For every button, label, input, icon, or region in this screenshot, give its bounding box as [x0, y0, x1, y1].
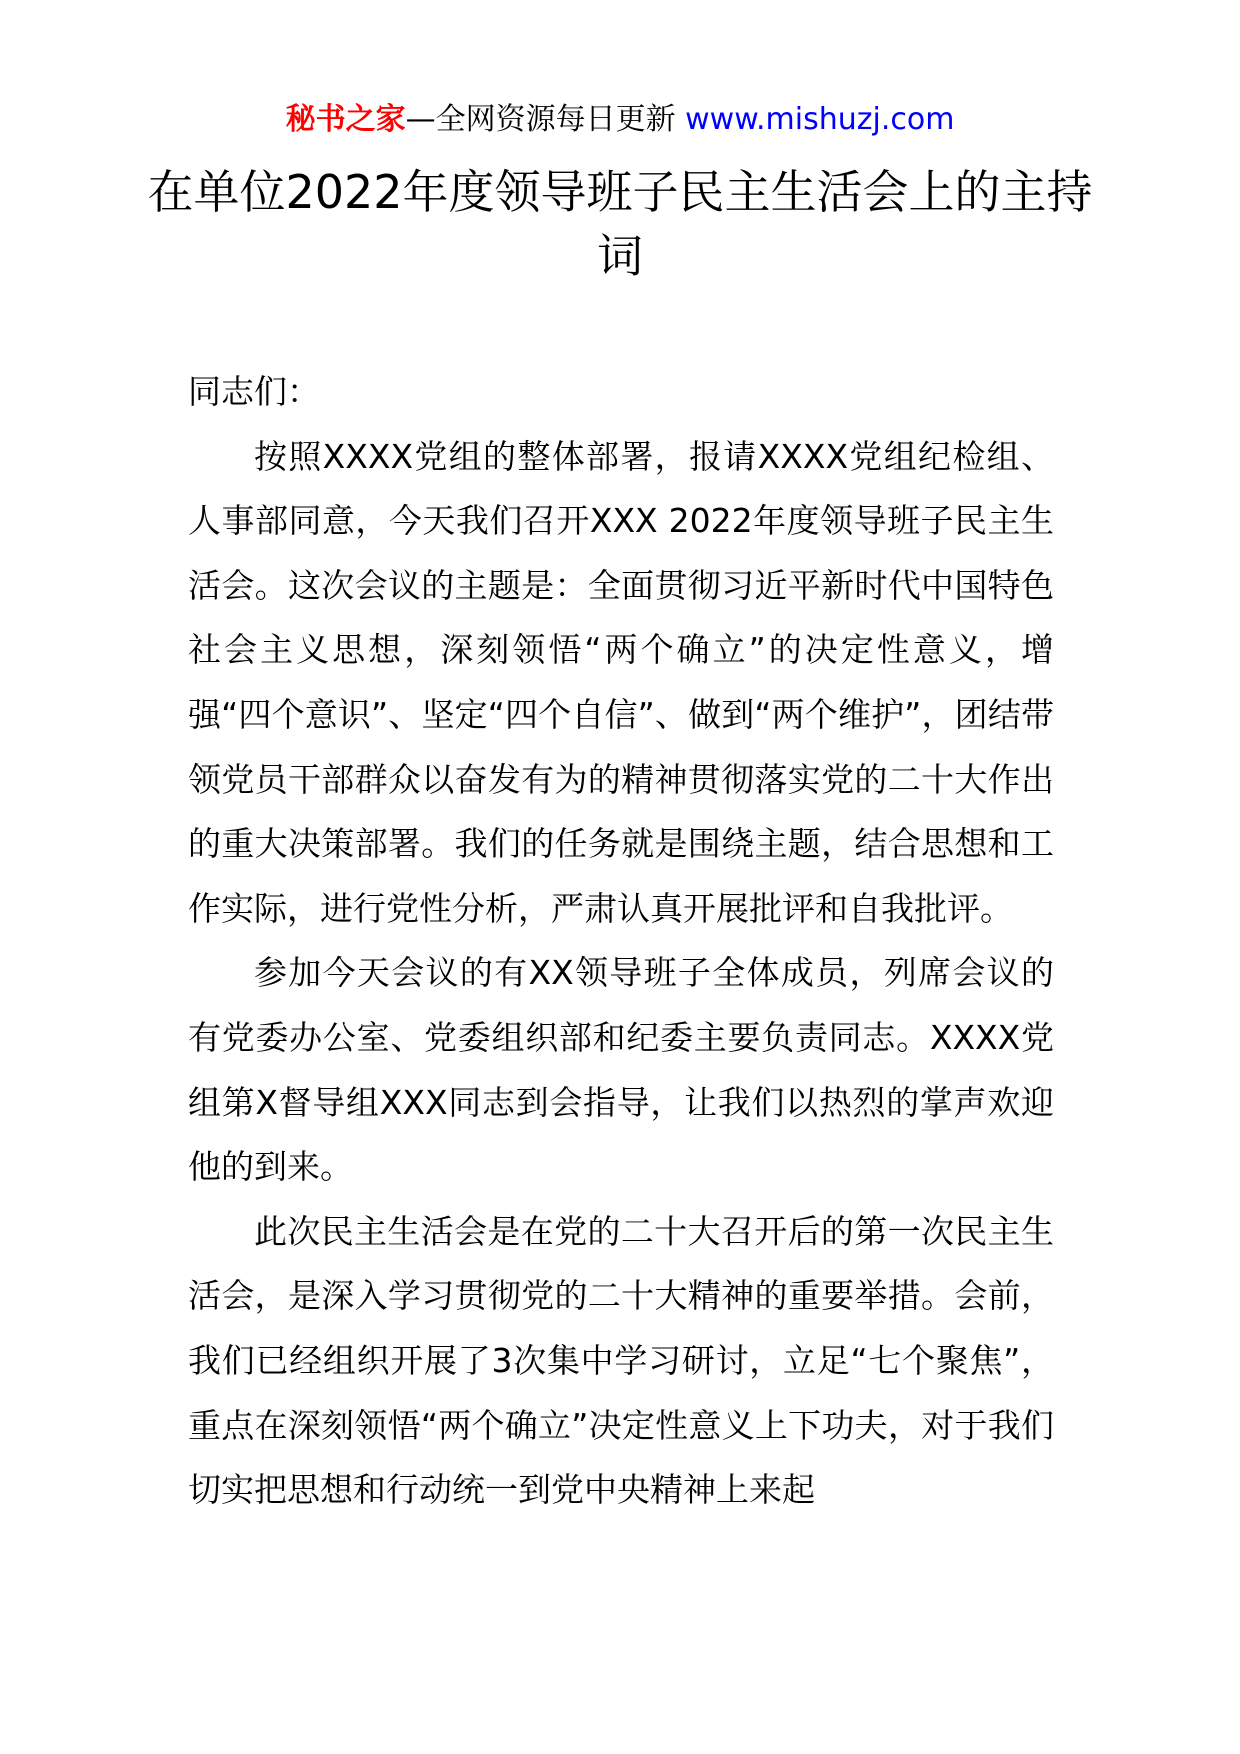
salutation: 同志们： — [188, 372, 320, 411]
site-tagline: —全网资源每日更新 — [405, 102, 686, 137]
document-body — [188, 360, 1054, 1523]
site-brand: 秘书之家 — [285, 102, 406, 137]
paragraph-2: 参加今天会议的有XX领导班子全体成员，列席会议的有党委办公室、党委组织部和纪委主要负责同志。XXXX党组第X督导组XXX同志到会指导，让我们以热烈的掌声欢迎他的到来。 — [188, 953, 1054, 1187]
site-banner — [0, 100, 1240, 140]
site-url[interactable]: www.mishuzj.com — [685, 102, 955, 137]
paragraph-1: 按照XXXX党组的整体部署，报请XXXX党组纪检组、人事部同意，今天我们召开XXX 2022年度领导班子民主生活会。这次会议的主题是：全面贯彻习近平新时代中国特色社会主义思想，深刻领悟“两个确立”的决定性意义，增强“四个意识”、坚定“四个自信”、做到“两个维护”，团结带领党员干部群众以奋发有为的精神贯彻落实党的二十大作出的重大决策部署。我们的任务就是围绕主题，结合思想和工作实际，进行党性分析，严肃认真开展批评和自我批评。 — [188, 436, 1054, 928]
document-title: 在单位2022年度领导班子民主生活会上的主持词 — [147, 165, 1093, 283]
paragraph-3: 此次民主生活会是在党的二十大召开后的第一次民主生活会，是深入学习贯彻党的二十大精神的重要举措。会前，我们已经组织开展了3次集中学习研讨，立足“七个聚焦”，重点在深刻领悟“两个确立”决定性意义上下功夫，对于我们切实把思想和行动统一到党中央精神上来起 — [188, 1211, 1054, 1510]
